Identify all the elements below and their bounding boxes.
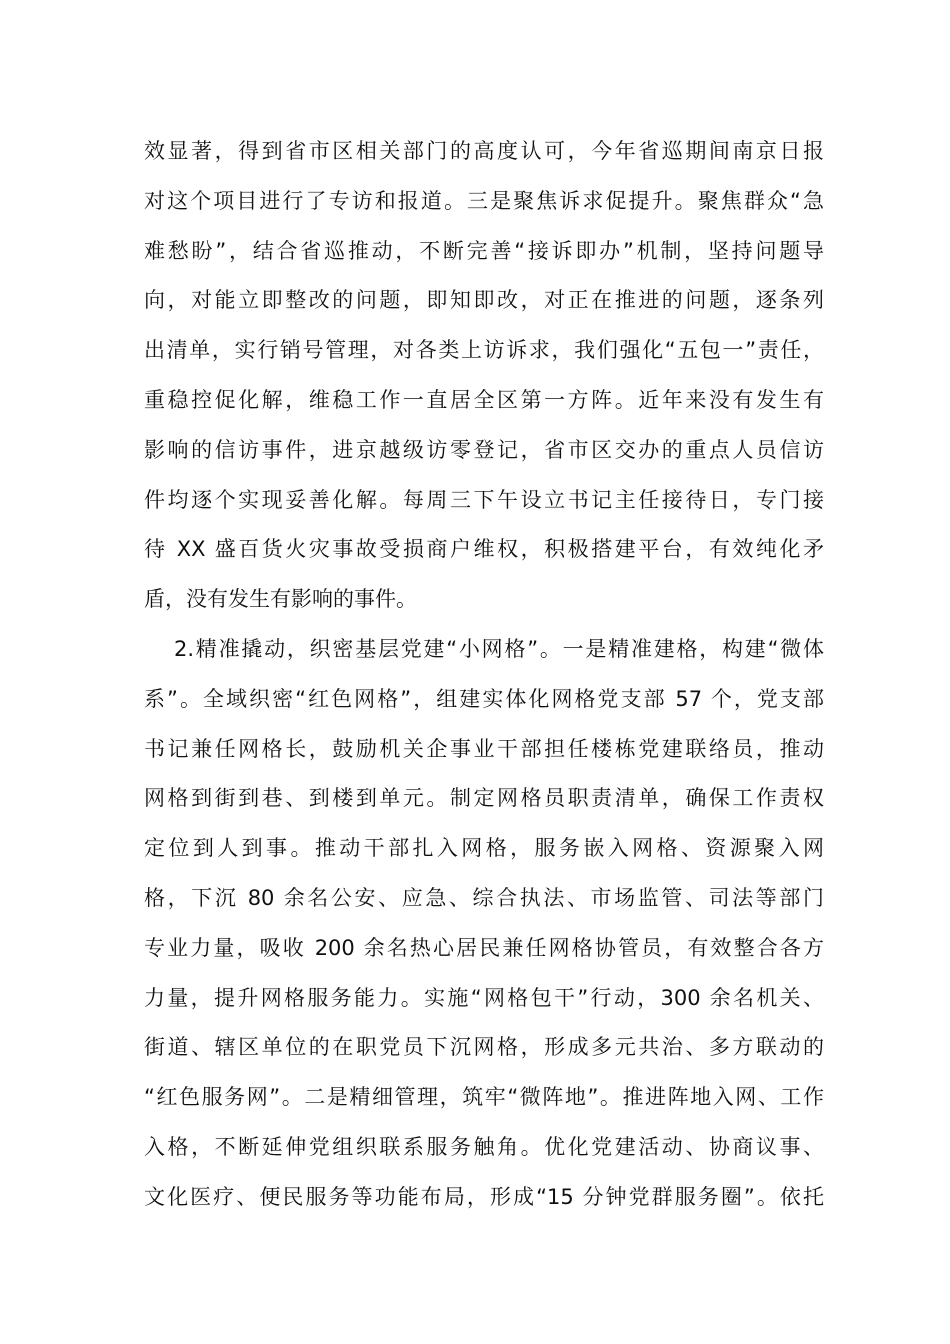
text-line: 重稳控促化解，维稳工作一直居全区第一方阵。近年来没有发生有 — [144, 387, 824, 412]
paragraph-2 — [144, 625, 824, 1223]
text-line: 件均逐个实现妥善化解。每周三下午设立书记主任接待日，专门接 — [144, 487, 824, 512]
text-line: 影响的信访事件，进京越级访零登记，省市区交办的重点人员信访 — [144, 437, 824, 462]
text-line: 定位到人到事。推动干部扎入网格，服务嵌入网格、资源聚入网 — [144, 836, 824, 861]
text-line: 待 XX 盛百货火灾事故受损商户维权，积极搭建平台，有效纯化矛 — [144, 537, 824, 562]
text-line: 盾，没有发生有影响的事件。 — [144, 587, 417, 612]
text-line: 网格到街到巷、到楼到单元。制定网格员职责清单，确保工作责权 — [144, 786, 824, 811]
text-line: 对这个项目进行了专访和报道。三是聚焦诉求促提升。聚焦群众“急 — [144, 188, 824, 213]
text-line: 向，对能立即整改的问题，即知即改，对正在推进的问题，逐条列 — [144, 288, 824, 313]
text-line: 难愁盼”，结合省巡推动，不断完善“接诉即办”机制，坚持问题导 — [144, 238, 824, 263]
text-line: 效显著，得到省市区相关部门的高度认可，今年省巡期间南京日报 — [144, 139, 824, 163]
text-line: 文化医疗、便民服务等功能布局，形成“15 分钟党群服务圈”。依托 — [144, 1184, 824, 1209]
paragraph-1 — [144, 127, 824, 625]
text-line: 格，下沉 80 余名公安、应急、综合执法、市场监管、司法等部门 — [144, 885, 824, 910]
text-line: 系”。全域织密“红色网格”，组建实体化网格党支部 57 个，党支部 — [144, 686, 824, 711]
text-line: 专业力量，吸收 200 余名热心居民兼任网格协管员，有效整合各方 — [144, 935, 824, 960]
text-line: “红色服务网”。二是精细管理，筑牢“微阵地”。推进阵地入网、工作 — [144, 1085, 824, 1110]
text-line: 出清单，实行销号管理，对各类上访诉求，我们强化“五包一”责任， — [144, 338, 824, 363]
text-line: 2.精准撬动，织密基层党建“小网格”。一是精准建格，构建“微体 — [174, 636, 824, 661]
text-line: 书记兼任网格长，鼓励机关企事业干部担任楼栋党建联络员，推动 — [144, 736, 824, 761]
document-body — [144, 127, 824, 1223]
text-line: 力量，提升网格服务能力。实施“网格包干”行动，300 余名机关、 — [144, 985, 824, 1010]
text-line: 街道、辖区单位的在职党员下沉网格，形成多元共治、多方联动的 — [144, 1035, 824, 1060]
text-line: 入格，不断延伸党组织联系服务触角。优化党建活动、协商议事、 — [144, 1134, 824, 1159]
